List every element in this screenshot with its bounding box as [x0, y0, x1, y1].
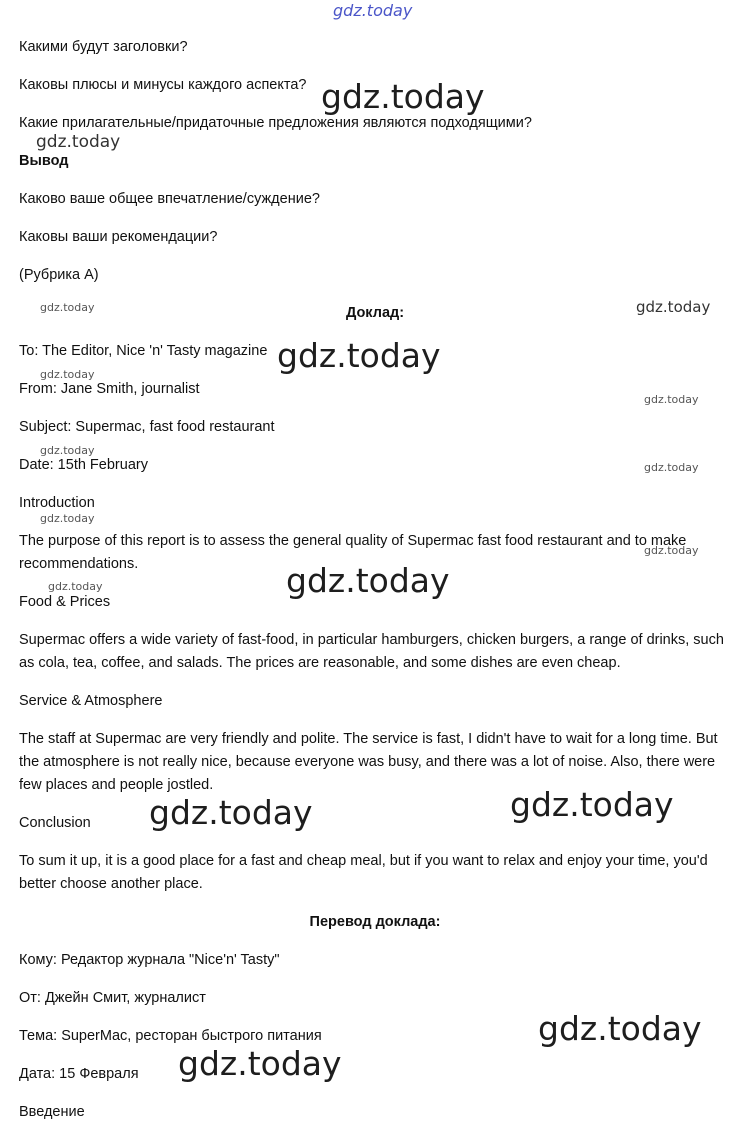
watermark: gdz.today — [286, 561, 450, 600]
introduction-heading: Introduction — [19, 495, 95, 511]
watermark: gdz.today — [36, 132, 121, 152]
report-to: To: The Editor, Nice 'n' Tasty magazine — [19, 343, 268, 359]
watermark: gdz.today — [40, 368, 95, 381]
watermark: gdz.today — [277, 336, 441, 375]
conclusion-heading: Conclusion — [19, 815, 91, 831]
conclusion-section-title: Вывод — [19, 153, 69, 169]
watermark: gdz.today — [644, 393, 699, 406]
question-recommendations: Каковы ваши рекомендации? — [19, 229, 218, 245]
question-adjectives: Какие прилагательные/придаточные предложения являются подходящими? — [19, 115, 532, 131]
watermark: gdz.today — [644, 544, 699, 557]
service-atmosphere-paragraph: The staff at Supermac are very friendly and polite. The service is fast, I didn't have to wait for a long time. But the atmosphere is not really nice, because everyone was busy, and there was a lot of noise. Also, there were few places and people jostled. — [19, 731, 718, 793]
translation-date: Дата: 15 Февраля — [19, 1066, 139, 1082]
watermark: gdz.today — [40, 301, 95, 314]
watermark: gdz.today — [333, 1, 413, 20]
rubric-label: (Рубрика A) — [19, 267, 99, 283]
question-pros-cons: Каковы плюсы и минусы каждого аспекта? — [19, 77, 307, 93]
watermark: gdz.today — [636, 298, 711, 316]
service-atmosphere-heading: Service & Atmosphere — [19, 693, 163, 709]
question-headings: Какими будут заголовки? — [19, 39, 188, 55]
watermark: gdz.today — [510, 785, 674, 824]
report-date: Date: 15th February — [19, 457, 148, 473]
watermark: gdz.today — [149, 793, 313, 832]
translation-from: От: Джейн Смит, журналист — [19, 990, 206, 1006]
question-impression: Каково ваше общее впечатление/суждение? — [19, 191, 320, 207]
watermark: gdz.today — [48, 580, 103, 593]
translation-to: Кому: Редактор журнала "Nice'n' Tasty" — [19, 952, 280, 968]
translation-subject: Тема: SuperMac, ресторан быстрого питания — [19, 1028, 322, 1044]
watermark: gdz.today — [321, 77, 485, 116]
watermark: gdz.today — [538, 1009, 702, 1048]
conclusion-paragraph: To sum it up, it is a good place for a fast and cheap meal, but if you want to relax and enjoy your time, you'd better choose another place. — [19, 853, 708, 892]
watermark: gdz.today — [40, 444, 95, 457]
report-from: From: Jane Smith, journalist — [19, 381, 200, 397]
introduction-paragraph: The purpose of this report is to assess the general quality of Supermac fast food restaurant and to make recommendations. — [19, 533, 687, 572]
food-prices-heading: Food & Prices — [19, 594, 111, 610]
watermark: gdz.today — [644, 461, 699, 474]
watermark: gdz.today — [178, 1044, 342, 1083]
translation-title: Перевод доклада: — [309, 914, 441, 930]
report-subject: Subject: Supermac, fast food restaurant — [19, 419, 275, 435]
food-prices-paragraph: Supermac offers a wide variety of fast-food, in particular hamburgers, chicken burgers, a range of drinks, such as cola, tea, coffee, and salads. The prices are reasonable, and some dishes are even cheap. — [19, 632, 724, 671]
watermark: gdz.today — [40, 512, 95, 525]
report-title: Доклад: — [345, 305, 405, 321]
translation-introduction-heading: Введение — [19, 1104, 85, 1120]
